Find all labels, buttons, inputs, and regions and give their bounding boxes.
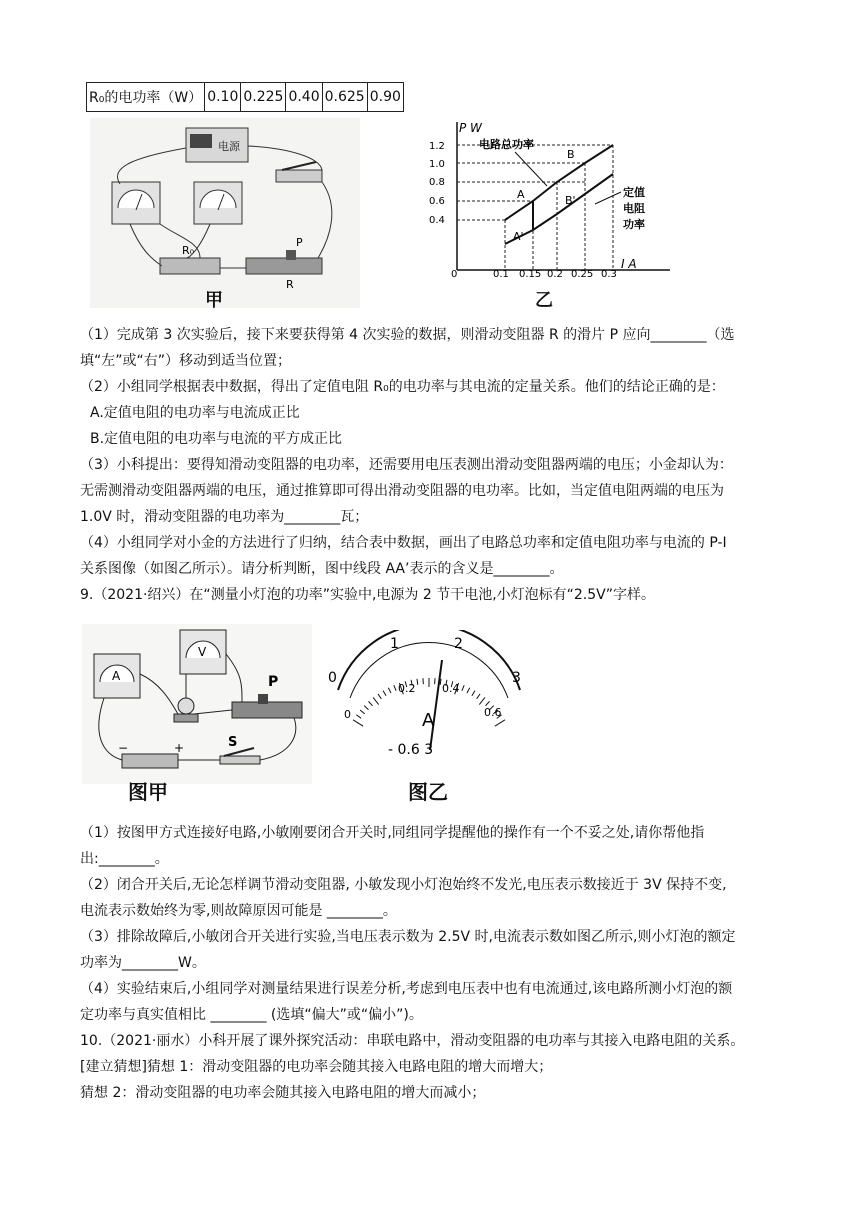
dial-tick bbox=[417, 679, 418, 685]
x-axis-label: I A bbox=[621, 257, 637, 271]
dial-outer-3: 3 bbox=[512, 670, 521, 686]
q9-part3b: 功率为________W。 bbox=[80, 955, 206, 971]
ammeter-dial-figure bbox=[318, 630, 538, 760]
q10-guess2: 猜想 2：滑动变阻器的电功率会随其接入电路电阻的增大而减小； bbox=[80, 1085, 486, 1101]
q10-title: 10.（2021·丽水）小科开展了课外探究活动：串联电路中，滑动变阻器的电功率与其接入电路电阻的关系。 bbox=[80, 1033, 745, 1049]
dial-outer-1: 1 bbox=[390, 636, 399, 652]
fixed-label-line3: 功率 bbox=[623, 218, 645, 231]
fixed-label-line2: 电阻 bbox=[623, 202, 645, 215]
q8-part3: （3）小科提出：要得知滑动变阻器的电功率，还需要用电压表测出滑动变阻器两端的电压；小金却认为： bbox=[80, 457, 733, 473]
dial-needle bbox=[430, 660, 442, 750]
x-tick: 0.1 bbox=[493, 269, 509, 278]
dial-terminals: - 0.6 3 bbox=[388, 742, 434, 758]
pi-graph-yi bbox=[425, 118, 675, 278]
point-a: A bbox=[517, 188, 525, 201]
y-axis-label: P W bbox=[459, 121, 482, 135]
point-b: B bbox=[567, 148, 575, 161]
switch-label: S bbox=[228, 735, 238, 750]
dial-tick bbox=[364, 706, 368, 710]
table-label: R₀的电功率（W） bbox=[87, 83, 205, 112]
point-a-prime: A' bbox=[513, 230, 524, 243]
rheostat-p-label: P bbox=[268, 674, 279, 690]
q9-part2: （2）闭合开关后,无论怎样调节滑动变阻器, 小敏发现小灯泡始终不发光,电压表示数接近于 3V 保持不变, bbox=[80, 877, 727, 893]
q10-guess1: [建立猜想]猜想 1：滑动变阻器的电功率会随其接入电路电阻的增大而增大； bbox=[80, 1059, 553, 1075]
dial-inner-3: 0.6 bbox=[484, 706, 502, 719]
table-cell: 0.225 bbox=[241, 83, 286, 112]
dial-tick bbox=[462, 685, 464, 691]
voltmeter-label: V bbox=[198, 645, 207, 659]
dial-inner-2: 0.4 bbox=[442, 682, 460, 695]
q9-title: 9.（2021·绍兴）在“测量小灯泡的功率”实验中,电源为 2 节干电池,小灯泡标有“2.5V”字样。 bbox=[80, 587, 655, 603]
dial-unit: A bbox=[422, 710, 435, 731]
dial-tick bbox=[388, 688, 391, 693]
dial-outer-0: 0 bbox=[328, 670, 337, 686]
table-cell: 0.10 bbox=[205, 83, 241, 112]
table-cell: 0.40 bbox=[286, 83, 322, 112]
dial-inner-0: 0 bbox=[344, 708, 351, 721]
q8-option-a: A.定值电阻的电功率与电流成正比 bbox=[90, 405, 300, 421]
dial-tick bbox=[356, 715, 361, 719]
x-tick: 0.25 bbox=[571, 269, 594, 278]
power-supply-label: 电源 bbox=[218, 140, 240, 153]
q8-part1b: 填“左”或“右”）移动到适当位置； bbox=[80, 353, 292, 369]
y-tick: 1.0 bbox=[429, 159, 445, 170]
total-power-label: 电路总功率 bbox=[479, 138, 534, 151]
q8-option-b: B.定值电阻的电功率与电流的平方成正比 bbox=[90, 431, 343, 447]
dial-tick bbox=[495, 720, 505, 726]
q8-part3b: 无需测滑动变阻器两端的电压，通过推算即可得出滑动变阻器的电功率。比如，当定值电阻两端的电压为 bbox=[80, 483, 724, 499]
battery-minus: − bbox=[118, 741, 129, 755]
dial-tick bbox=[368, 701, 372, 705]
y-tick: 0.8 bbox=[429, 177, 445, 188]
dial-tick bbox=[477, 694, 480, 699]
rheostat-r-label: R bbox=[286, 278, 294, 291]
slider-p-label: P bbox=[296, 236, 303, 249]
origin-label: 0 bbox=[451, 269, 458, 278]
x-tick: 0.3 bbox=[601, 269, 617, 278]
point-b-prime: B' bbox=[565, 194, 576, 207]
dial-tick bbox=[479, 697, 485, 704]
q8-part2: （2）小组同学根据表中数据，得出了定值电阻 R₀的电功率与其电流的定量关系。他们的结论正确的是： bbox=[80, 379, 725, 395]
dial-tick bbox=[394, 685, 396, 691]
caption-yi: 乙 bbox=[535, 290, 553, 311]
question-8-body bbox=[80, 322, 780, 608]
lamp-circuit-figure bbox=[82, 624, 312, 784]
caption-tu-jia: 图甲 bbox=[128, 780, 168, 804]
y-tick: 0.4 bbox=[429, 215, 445, 226]
y-tick: 0.6 bbox=[429, 196, 445, 207]
fixed-label-line1: 定值 bbox=[623, 186, 645, 199]
power-table bbox=[86, 82, 404, 112]
circuit-figure-jia bbox=[90, 118, 360, 308]
dial-outer-2: 2 bbox=[454, 636, 463, 652]
q8-part4: （4）小组同学对小金的方法进行了归纳，结合表中数据，画出了电路总功率和定值电阻功率与电流的 P-I bbox=[80, 535, 727, 551]
caption-tu-yi: 图乙 bbox=[408, 780, 448, 804]
q9-part1: （1）按图甲方式连接好电路,小敏刚要闭合开关时,同组同学提醒他的操作有一个不妥之处,请你帮他指 bbox=[80, 825, 705, 841]
caption-jia: 甲 bbox=[205, 290, 223, 311]
q8-part3c: 1.0V 时，滑动变阻器的电功率为________瓦； bbox=[80, 509, 369, 525]
dial-tick bbox=[373, 697, 379, 704]
dial-tick bbox=[353, 720, 363, 726]
q9-part3: （3）排除故障后,小敏闭合开关进行实验,当电压表示数为 2.5V 时,电流表示数如图乙所示,则小灯泡的额定 bbox=[80, 929, 736, 945]
table-cell: 0.90 bbox=[367, 83, 403, 112]
q9-part1b: 出:________。 bbox=[80, 851, 169, 867]
ammeter-label: A bbox=[112, 669, 121, 683]
dial-tick bbox=[360, 710, 365, 714]
r0-label: R₀ bbox=[182, 244, 195, 257]
dial-tick bbox=[467, 688, 470, 693]
table-cell: 0.625 bbox=[322, 83, 367, 112]
q8-part1: （1）完成第 3 次实验后，接下来要获得第 4 次实验的数据，则滑动变阻器 R 的滑片 P 应向________（选 bbox=[80, 327, 735, 343]
dial-tick bbox=[383, 691, 386, 696]
question-9-body bbox=[80, 820, 780, 1106]
x-tick: 0.15 bbox=[519, 269, 542, 278]
dial-tick bbox=[378, 694, 381, 699]
q9-part4: （4）实验结束后,小组同学对测量结果进行误差分析,考虑到电压表中也有电流通过,该电路所测小灯泡的额 bbox=[80, 981, 733, 997]
dial-inner-1: 0.2 bbox=[398, 682, 416, 695]
q9-part4b: 定功率与真实值相比 ________ (选填“偏大”或“偏小”)。 bbox=[80, 1007, 423, 1023]
dial-tick bbox=[472, 691, 475, 696]
x-tick: 0.2 bbox=[547, 269, 563, 278]
q9-part2b: 电流表示数始终为零,则故障原因可能是 ________。 bbox=[80, 903, 397, 919]
battery-plus: + bbox=[174, 741, 185, 755]
y-tick: 1.2 bbox=[429, 141, 445, 152]
q8-part4b: 关系图像（如图乙所示）。请分析判断，图中线段 AA’表示的含义是________。 bbox=[80, 561, 564, 577]
